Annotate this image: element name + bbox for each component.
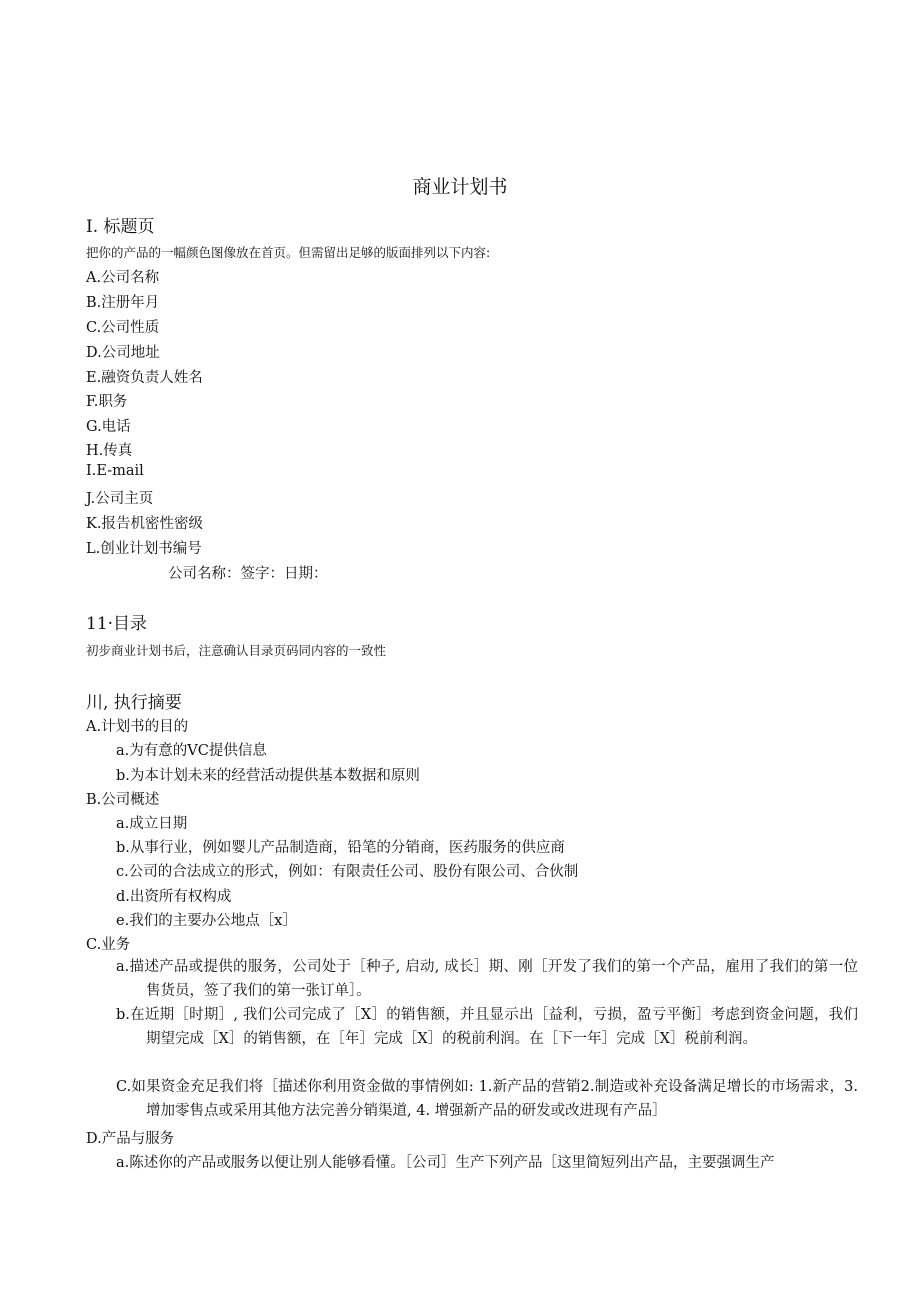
title-item: C.公司性质 xyxy=(86,320,160,336)
list-item: a.为有意的VC提供信息 xyxy=(116,743,267,759)
title-item: B.注册年月 xyxy=(86,295,160,311)
paragraph: a.描述产品或提供的服务，公司处于［种子, 启动, 成长］期、刚［开发了我们的第一个产品，雇用了我们的第一位售货员，签了我们的第一张订单］。 xyxy=(116,959,858,999)
subsection-label: D.产品与服务 xyxy=(86,1131,175,1147)
signature-line: 公司名称：签字：日期： xyxy=(168,566,328,582)
list-item: a.陈述你的产品或服务以便让别人能够看懂。［公司］生产下列产品［这里简短列出产品，主要强调生产 xyxy=(116,1155,775,1171)
list-item: d.出资所有权构成 xyxy=(116,889,232,905)
section2-heading: 11·目录 xyxy=(86,614,148,634)
title-item: G.电话 xyxy=(86,419,131,435)
title-item: H.传真 xyxy=(86,443,133,459)
subsection-label: A.计划书的目的 xyxy=(86,719,189,735)
title-item: L.创业计划书编号 xyxy=(86,541,202,557)
section1-note: 把你的产品的一幅颜色图像放在首页。但需留出足够的版面排列以下内容: xyxy=(86,245,491,260)
list-item: e.我们的主要办公地点［x］ xyxy=(116,913,297,929)
subsection-label: B.公司概述 xyxy=(86,792,160,808)
section2-note: 初步商业计划书后，注意确认目录页码同内容的一致性 xyxy=(86,643,387,658)
page-title: 商业计划书 xyxy=(412,176,508,198)
title-item: K.报告机密性密级 xyxy=(86,516,203,532)
paragraph: b.在近期［时期］, 我们公司完成了［X］的销售额，并且显示出［益利，亏损，盈亏平衡］考虑到资金问题，我们期望完成［X］的销售额，在［年］完成［X］的税前利润。在［下一年］完成［X］税前利润。 xyxy=(116,1007,858,1047)
section3-heading: 川, 执行摘要 xyxy=(86,693,182,713)
title-item: I.E-mail xyxy=(86,463,144,479)
title-item: D.公司地址 xyxy=(86,345,160,361)
title-item: A.公司名称 xyxy=(86,270,160,286)
title-item: F.职务 xyxy=(86,394,128,410)
title-item: E.融资负责人姓名 xyxy=(86,370,203,386)
section1-heading: I. 标题页 xyxy=(86,217,155,237)
list-item: b.为本计划未来的经营活动提供基本数据和原则 xyxy=(116,768,420,784)
paragraph: C.如果资金充足我们将［描述你利用资金做的事情例如: 1.新产品的营销2.制造或补充设备满足增长的市场需求，3.增加零售点或采用其他方法完善分销渠道, 4. 增强新产品的研发或改进现有产品］ xyxy=(116,1079,858,1119)
list-item: b.从事行业，例如婴儿产品制造商，铅笔的分销商，医药服务的供应商 xyxy=(116,840,565,856)
list-item: a.成立日期 xyxy=(116,816,188,832)
list-item: c.公司的合法成立的形式，例如：有限责任公司、股份有限公司、合伙制 xyxy=(116,864,579,880)
title-item: J.公司主页 xyxy=(86,491,154,507)
subsection-label: C.业务 xyxy=(86,937,131,953)
